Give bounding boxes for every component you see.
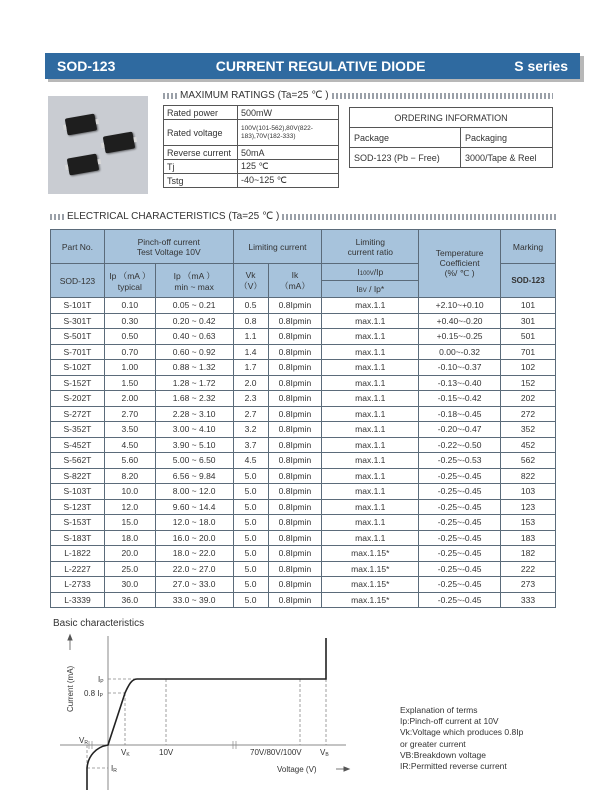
col-pinch-off: Pinch-off current Test Voltage 10V [104, 230, 233, 264]
rating-value: 50mA [238, 146, 339, 160]
ordering-package-value: SOD-123 (Pb − Free) [350, 148, 461, 168]
table-cell: 2.00 [104, 391, 155, 407]
table-cell: 27.0 ~ 33.0 [155, 577, 233, 593]
table-cell: 5.0 [233, 484, 268, 500]
table-cell: 5.0 [233, 530, 268, 546]
table-cell: 0.8Ipmin [268, 344, 322, 360]
table-cell: 0.60 ~ 0.92 [155, 344, 233, 360]
table-cell: 0.8Ipmin [268, 515, 322, 531]
table-cell: 20.0 [104, 546, 155, 562]
table-cell: max.1.1 [322, 422, 419, 438]
table-cell: 2.70 [104, 406, 155, 422]
table-cell: max.1.15* [322, 561, 419, 577]
table-cell: 2.3 [233, 391, 268, 407]
table-row [51, 298, 556, 314]
table-cell: 452 [501, 437, 556, 453]
table-cell: max.1.15* [322, 592, 419, 608]
table-row [51, 530, 556, 546]
table-cell: 0.8Ipmin [268, 313, 322, 329]
col-marking-package: SOD-123 [501, 264, 556, 298]
table-cell: max.1.1 [322, 298, 419, 314]
table-cell: 562 [501, 453, 556, 469]
table-cell: -0.25~-0.53 [419, 453, 501, 469]
rating-value: -40~125 ℃ [238, 174, 339, 188]
table-cell: 0.50 [104, 329, 155, 345]
table-cell: max.1.15* [322, 577, 419, 593]
chip-shape [103, 132, 135, 154]
col-ratio: Limiting current ratio [322, 230, 419, 264]
table-cell: 3.7 [233, 437, 268, 453]
col-ip-typical: Ip （mA ） typical [104, 264, 155, 298]
table-cell: 12.0 [104, 499, 155, 515]
table-cell: 0.8Ipmin [268, 391, 322, 407]
table-cell: S-272T [51, 406, 105, 422]
table-cell: 0.8Ipmin [268, 437, 322, 453]
table-row [51, 468, 556, 484]
table-cell: 0.8Ipmin [268, 468, 322, 484]
table-row [51, 375, 556, 391]
heading-dots [282, 214, 556, 220]
table-cell: 22.0 ~ 27.0 [155, 561, 233, 577]
table-cell: 6.56 ~ 9.84 [155, 468, 233, 484]
explanation-line: Ip:Pinch-off current at 10V [400, 716, 499, 727]
electrical-heading [50, 211, 556, 222]
table-cell: 18.0 ~ 22.0 [155, 546, 233, 562]
table-cell: 12.0 ~ 18.0 [155, 515, 233, 531]
table-cell: L-2733 [51, 577, 105, 593]
max-ratings-title: MAXIMUM RATINGS (Ta=25 ℃ ) [180, 90, 329, 101]
table-cell: -0.20~-0.47 [419, 422, 501, 438]
rating-label: Tj [164, 160, 238, 174]
table-cell: -0.25~-0.45 [419, 561, 501, 577]
table-cell: 0.20 ~ 0.42 [155, 313, 233, 329]
table-row [51, 360, 556, 376]
vr-tick-label: VR [79, 736, 88, 746]
table-cell: 202 [501, 391, 556, 407]
table-cell: 5.0 [233, 561, 268, 577]
electrical-title: ELECTRICAL CHARACTERISTICS (Ta=25 ℃ ) [67, 211, 280, 222]
table-cell: 18.0 [104, 530, 155, 546]
table-cell: 1.28 ~ 1.72 [155, 375, 233, 391]
table-header-row [51, 230, 556, 264]
table-cell: 0.8Ipmin [268, 499, 322, 515]
table-cell: 222 [501, 561, 556, 577]
explanation-line: IR:Permitted reverse current [400, 761, 507, 772]
table-cell: -0.25~-0.45 [419, 468, 501, 484]
rating-label: Rated power [164, 106, 238, 120]
table-cell: max.1.1 [322, 530, 419, 546]
table-cell: max.1.1 [322, 453, 419, 469]
chart-title: Basic characteristics [53, 618, 145, 629]
heading-dots [332, 93, 553, 99]
explanation-line: or greater current [400, 738, 466, 749]
table-cell: 0.30 [104, 313, 155, 329]
table-cell: 0.8Ipmin [268, 484, 322, 500]
table-cell: max.1.1 [322, 499, 419, 515]
col-vk: Vk （V） [233, 264, 268, 298]
table-cell: max.1.1 [322, 406, 419, 422]
table-cell: S-822T [51, 468, 105, 484]
table-cell: 3.00 ~ 4.10 [155, 422, 233, 438]
table-cell: L-3339 [51, 592, 105, 608]
table-cell: 9.60 ~ 14.4 [155, 499, 233, 515]
table-cell: 5.60 [104, 453, 155, 469]
col-ratio-bv: IBV / Ip* [322, 281, 419, 298]
table-row [51, 344, 556, 360]
table-cell: 0.40 ~ 0.63 [155, 329, 233, 345]
table-cell: S-562T [51, 453, 105, 469]
rating-value: 125 ℃ [238, 160, 339, 174]
table-cell: 0.8Ipmin [268, 406, 322, 422]
col-ratio-100v: I100V/Ip [322, 264, 419, 281]
explanation-of-terms [400, 705, 523, 772]
table-cell: S-452T [51, 437, 105, 453]
table-cell: 102 [501, 360, 556, 376]
explanation-line: VB:Breakdown voltage [400, 749, 486, 760]
table-cell: -0.13~-0.40 [419, 375, 501, 391]
ir-tick-label: IR [111, 764, 117, 774]
rating-label: Rated voltage [164, 120, 238, 146]
col-part-no: Part No. [51, 230, 105, 264]
table-row [164, 120, 339, 146]
table-cell: 0.8Ipmin [268, 329, 322, 345]
table-cell: 0.8Ipmin [268, 298, 322, 314]
table-cell: 1.00 [104, 360, 155, 376]
table-cell: 101 [501, 298, 556, 314]
table-row [350, 148, 553, 168]
table-cell: 30.0 [104, 577, 155, 593]
table-cell: 8.00 ~ 12.0 [155, 484, 233, 500]
table-cell: S-152T [51, 375, 105, 391]
table-cell: 701 [501, 344, 556, 360]
table-row [51, 577, 556, 593]
table-cell: max.1.1 [322, 313, 419, 329]
series-label: S series [514, 58, 568, 74]
vk-tick-label: VK [121, 748, 130, 758]
table-cell: 2.28 ~ 3.10 [155, 406, 233, 422]
table-row [51, 453, 556, 469]
heading-dots [50, 214, 64, 220]
table-cell: 5.0 [233, 515, 268, 531]
table-cell: -0.25~-0.45 [419, 546, 501, 562]
table-row [164, 160, 339, 174]
col-limiting-current: Limiting current [233, 230, 322, 264]
table-cell: max.1.1 [322, 484, 419, 500]
sod123-chip-image [48, 96, 148, 194]
table-cell: -0.25~-0.45 [419, 484, 501, 500]
table-row [51, 437, 556, 453]
table-cell: 3.90 ~ 5.10 [155, 437, 233, 453]
table-cell: 1.68 ~ 2.32 [155, 391, 233, 407]
electrical-table-body [51, 298, 556, 608]
table-cell: -0.25~-0.45 [419, 592, 501, 608]
table-row [51, 329, 556, 345]
table-cell: 5.0 [233, 468, 268, 484]
table-cell: -0.25~-0.45 [419, 515, 501, 531]
table-cell: L-1822 [51, 546, 105, 562]
chip-shape [67, 154, 99, 176]
table-row [51, 391, 556, 407]
table-cell: 5.0 [233, 577, 268, 593]
table-cell: 0.70 [104, 344, 155, 360]
table-cell: 3.50 [104, 422, 155, 438]
table-cell: 16.0 ~ 20.0 [155, 530, 233, 546]
explanation-line: Vk:Voltage which produces 0.8Ip [400, 727, 524, 738]
col-package: SOD-123 [51, 264, 105, 298]
table-cell: 5.0 [233, 546, 268, 562]
table-cell: 0.8Ipmin [268, 422, 322, 438]
table-cell: -0.10~-0.37 [419, 360, 501, 376]
table-cell: 0.10 [104, 298, 155, 314]
table-row [51, 484, 556, 500]
10v-tick-label: 10V [159, 748, 174, 757]
table-cell: 8.20 [104, 468, 155, 484]
table-cell: 273 [501, 577, 556, 593]
rating-value: 100V(101-562),80V(822-183),70V(182-333) [238, 120, 339, 146]
table-cell: S-101T [51, 298, 105, 314]
table-row [350, 128, 553, 148]
table-cell: max.1.1 [322, 391, 419, 407]
table-cell: 182 [501, 546, 556, 562]
table-cell: 10.0 [104, 484, 155, 500]
table-cell: 5.0 [233, 499, 268, 515]
table-cell: 3.2 [233, 422, 268, 438]
table-row [164, 174, 339, 188]
table-cell: 301 [501, 313, 556, 329]
iv-characteristic-chart [40, 630, 370, 795]
col-marking: Marking [501, 230, 556, 264]
table-cell: -0.25~-0.45 [419, 530, 501, 546]
ip-tick-label: IP [98, 675, 104, 685]
document-title: CURRENT REGULATIVE DIODE [215, 58, 426, 74]
table-cell: 0.8Ipmin [268, 592, 322, 608]
table-cell: 183 [501, 530, 556, 546]
table-cell: 0.8Ipmin [268, 561, 322, 577]
table-cell: 822 [501, 468, 556, 484]
table-cell: S-103T [51, 484, 105, 500]
title-band [45, 53, 580, 79]
table-cell: S-153T [51, 515, 105, 531]
table-cell: max.1.1 [322, 437, 419, 453]
ordering-title: ORDERING INFORMATION [350, 108, 553, 128]
table-row [350, 108, 553, 128]
table-cell: 0.8Ipmin [268, 360, 322, 376]
table-cell: 36.0 [104, 592, 155, 608]
table-cell: 1.1 [233, 329, 268, 345]
package-label: SOD-123 [57, 58, 116, 74]
table-cell: -0.15~-0.42 [419, 391, 501, 407]
table-cell: S-701T [51, 344, 105, 360]
table-cell: 123 [501, 499, 556, 515]
max-ratings-heading [163, 90, 553, 101]
explanation-title: Explanation of terms [400, 705, 478, 715]
table-cell: S-183T [51, 530, 105, 546]
ordering-info-table [349, 107, 553, 168]
col-ik: Ik （mA） [268, 264, 322, 298]
table-cell: +2.10~+0.10 [419, 298, 501, 314]
table-row [51, 592, 556, 608]
table-cell: 352 [501, 422, 556, 438]
table-cell: 0.88 ~ 1.32 [155, 360, 233, 376]
table-cell: 0.8Ipmin [268, 453, 322, 469]
table-cell: 152 [501, 375, 556, 391]
table-cell: +0.40~-0.20 [419, 313, 501, 329]
table-cell: 0.8 [233, 313, 268, 329]
table-cell: 1.50 [104, 375, 155, 391]
rating-label: Tstg [164, 174, 238, 188]
table-cell: 5.0 [233, 592, 268, 608]
table-cell: S-301T [51, 313, 105, 329]
table-cell: 0.00~-0.32 [419, 344, 501, 360]
table-cell: max.1.1 [322, 360, 419, 376]
table-cell: 0.5 [233, 298, 268, 314]
table-cell: 33.0 ~ 39.0 [155, 592, 233, 608]
y-axis-label: Current (mA) [66, 665, 75, 712]
rating-value: 500mW [238, 106, 339, 120]
table-cell: 103 [501, 484, 556, 500]
x-axis-label: Voltage (V) [277, 765, 317, 774]
table-cell: 4.5 [233, 453, 268, 469]
table-cell: 0.8Ipmin [268, 375, 322, 391]
table-cell: 333 [501, 592, 556, 608]
vb-tick-label: VB [320, 748, 329, 758]
rating-label: Reverse current [164, 146, 238, 160]
table-cell: -0.18~-0.45 [419, 406, 501, 422]
table-cell: -0.25~-0.45 [419, 577, 501, 593]
table-cell: L-2227 [51, 561, 105, 577]
table-cell: 4.50 [104, 437, 155, 453]
table-cell: max.1.1 [322, 329, 419, 345]
table-row [51, 499, 556, 515]
table-row [51, 515, 556, 531]
electrical-table [50, 229, 556, 608]
ordering-packaging-value: 3000/Tape & Reel [461, 148, 553, 168]
table-cell: 2.7 [233, 406, 268, 422]
70v-tick-label: 70V/80V/100V [250, 748, 302, 757]
table-row [164, 106, 339, 120]
table-cell: 0.8Ipmin [268, 546, 322, 562]
ip08-tick-label: 0.8 IP [84, 689, 103, 699]
table-cell: 2.0 [233, 375, 268, 391]
table-row [164, 146, 339, 160]
table-cell: 0.05 ~ 0.21 [155, 298, 233, 314]
table-cell: -0.25~-0.45 [419, 499, 501, 515]
axis-arrow-icon [68, 635, 349, 771]
table-cell: max.1.15* [322, 546, 419, 562]
table-cell: max.1.1 [322, 468, 419, 484]
table-cell: max.1.1 [322, 375, 419, 391]
ordering-header-package: Package [350, 128, 461, 148]
table-cell: 1.4 [233, 344, 268, 360]
table-cell: 1.7 [233, 360, 268, 376]
chip-shape [65, 114, 97, 136]
col-ip-range: Ip （mA ） min ~ max [155, 264, 233, 298]
table-cell: +0.15~-0.25 [419, 329, 501, 345]
table-cell: max.1.1 [322, 344, 419, 360]
table-row [51, 313, 556, 329]
table-cell: 153 [501, 515, 556, 531]
table-cell: 0.8Ipmin [268, 530, 322, 546]
heading-dots [163, 93, 177, 99]
table-row [51, 422, 556, 438]
table-cell: -0.22~-0.50 [419, 437, 501, 453]
table-cell: 5.00 ~ 6.50 [155, 453, 233, 469]
table-row [51, 546, 556, 562]
table-cell: 15.0 [104, 515, 155, 531]
max-ratings-table [163, 105, 339, 188]
table-cell: S-123T [51, 499, 105, 515]
table-cell: 0.8Ipmin [268, 577, 322, 593]
table-cell: S-501T [51, 329, 105, 345]
ordering-header-packaging: Packaging [461, 128, 553, 148]
table-cell: max.1.1 [322, 515, 419, 531]
col-temp-coefficient: Temperature Coefficient (%/ ℃ ) [419, 230, 501, 298]
table-cell: 272 [501, 406, 556, 422]
table-row [51, 406, 556, 422]
table-cell: 25.0 [104, 561, 155, 577]
table-cell: S-202T [51, 391, 105, 407]
table-cell: S-352T [51, 422, 105, 438]
table-cell: S-102T [51, 360, 105, 376]
table-row [51, 561, 556, 577]
table-cell: 501 [501, 329, 556, 345]
